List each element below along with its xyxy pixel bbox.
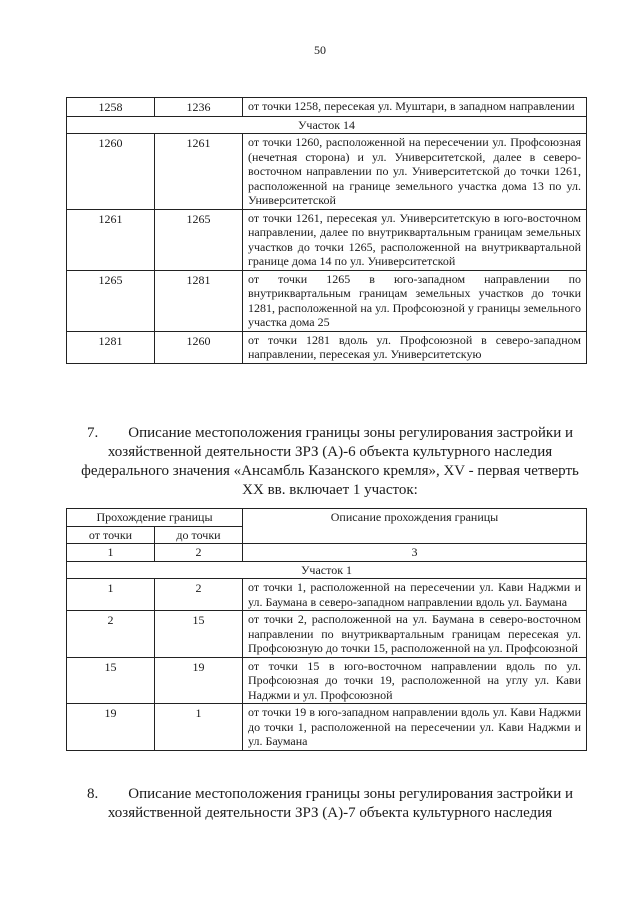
table-column-numbers: [67, 544, 587, 562]
description-cell: от точки 1258, пересекая ул. Муштари, в западном направлении: [243, 98, 587, 117]
to-point-cell: 1: [155, 704, 243, 751]
from-point-cell: 1261: [67, 209, 155, 270]
table-row: [67, 98, 587, 117]
table-row: [67, 657, 587, 704]
section-7-number: 7.: [86, 425, 99, 441]
description-cell: от точки 15 в юго-восточном направлении вдоль по ул. Профсоюзная до точки 19, расположенной на углу ул. Кави Наджми и ул. Профсоюзной: [243, 657, 587, 704]
to-point-cell: 19: [155, 657, 243, 704]
from-point-cell: 1260: [67, 134, 155, 210]
from-point-cell: 19: [67, 704, 155, 751]
section-label: Участок 14: [67, 116, 587, 134]
section-row: [67, 116, 587, 134]
boundary-table-2: [66, 508, 587, 751]
column-number-3: 3: [243, 544, 587, 562]
boundary-table-2-header: [67, 509, 587, 562]
header-description: Описание прохождения границы: [243, 509, 587, 544]
section-label: Участок 1: [67, 561, 587, 579]
section-8-text: Описание местоположения границы зоны регулирования застройки и хозяйственной деятельности ЗРЗ (А)-7 объекта культурного наследия: [107, 786, 574, 821]
header-boundary-passage: Прохождение границы: [67, 509, 243, 527]
table-row: [67, 704, 587, 751]
to-point-cell: 1236: [155, 98, 243, 117]
to-point-cell: 1281: [155, 270, 243, 331]
section-row: [67, 561, 587, 579]
description-cell: от точки 1265 в юго-западном направлении по внутриквартальным границам земельных участков до точки 1281, расположенной на ул. Профсоюзной у границы земельного участка дома 25: [243, 270, 587, 331]
description-cell: от точки 1260, расположенной на пересечении ул. Профсоюзная (нечетная сторона) и ул. Университетской, далее в северо-восточном направлении по ул. Университетской до точки 1261, расположенной на границе земельного участка дома 13 по ул. Университетской: [243, 134, 587, 210]
boundary-table-1-body: [67, 98, 587, 364]
description-cell: от точки 1, расположенной на пересечении ул. Кави Наджми и ул. Баумана в северо-западном направлении вдоль ул. Баумана: [243, 579, 587, 611]
to-point-cell: 15: [155, 611, 243, 658]
section-8-number: 8.: [86, 786, 99, 802]
description-cell: от точки 19 в юго-западном направлении вдоль ул. Кави Наджми до точки 1, расположенной на пересечении ул. Кави Наджми и ул. Баумана: [243, 704, 587, 751]
to-point-cell: 1265: [155, 209, 243, 270]
table-row: [67, 611, 587, 658]
boundary-table-1: [66, 97, 587, 364]
from-point-cell: 1: [67, 579, 155, 611]
section-7-text: Описание местоположения границы зоны регулирования застройки и хозяйственной деятельности ЗРЗ (А)-6 объекта культурного наследия федерального значения «Ансамбль Казанского кремля», XV - первая четверть XX вв. включает 1 участок:: [81, 425, 579, 498]
table-row: [67, 270, 587, 331]
section-7-heading: [70, 424, 590, 500]
table-row: [67, 209, 587, 270]
page-number: 50: [314, 43, 326, 57]
description-cell: от точки 1281 вдоль ул. Профсоюзной в северо-западном направлении, пересекая ул. Университетскую: [243, 331, 587, 363]
from-point-cell: 1281: [67, 331, 155, 363]
table-row: [67, 331, 587, 363]
table-row: [67, 579, 587, 611]
to-point-cell: 2: [155, 579, 243, 611]
boundary-table-2-body: [67, 561, 587, 750]
description-cell: от точки 2, расположенной на ул. Баумана в северо-восточном направлении по внутриквартальным границам пересекая ул. Профсоюзную до точки 15, расположенной на ул. Профсоюзной: [243, 611, 587, 658]
section-8-heading: [70, 785, 590, 823]
table-row: [67, 134, 587, 210]
column-number-1: 1: [67, 544, 155, 562]
description-cell: от точки 1261, пересекая ул. Университетскую в юго-восточном направлении, далее по внутриквартальным границам земельных участков до точки 1265, расположенной на внутриквартальной границе дома 14 по ул. Университетской: [243, 209, 587, 270]
from-point-cell: 15: [67, 657, 155, 704]
column-number-2: 2: [155, 544, 243, 562]
from-point-cell: 1258: [67, 98, 155, 117]
table-header-row: [67, 509, 587, 527]
from-point-cell: 1265: [67, 270, 155, 331]
to-point-cell: 1260: [155, 331, 243, 363]
header-to-point: до точки: [155, 526, 243, 544]
to-point-cell: 1261: [155, 134, 243, 210]
from-point-cell: 2: [67, 611, 155, 658]
header-from-point: от точки: [67, 526, 155, 544]
